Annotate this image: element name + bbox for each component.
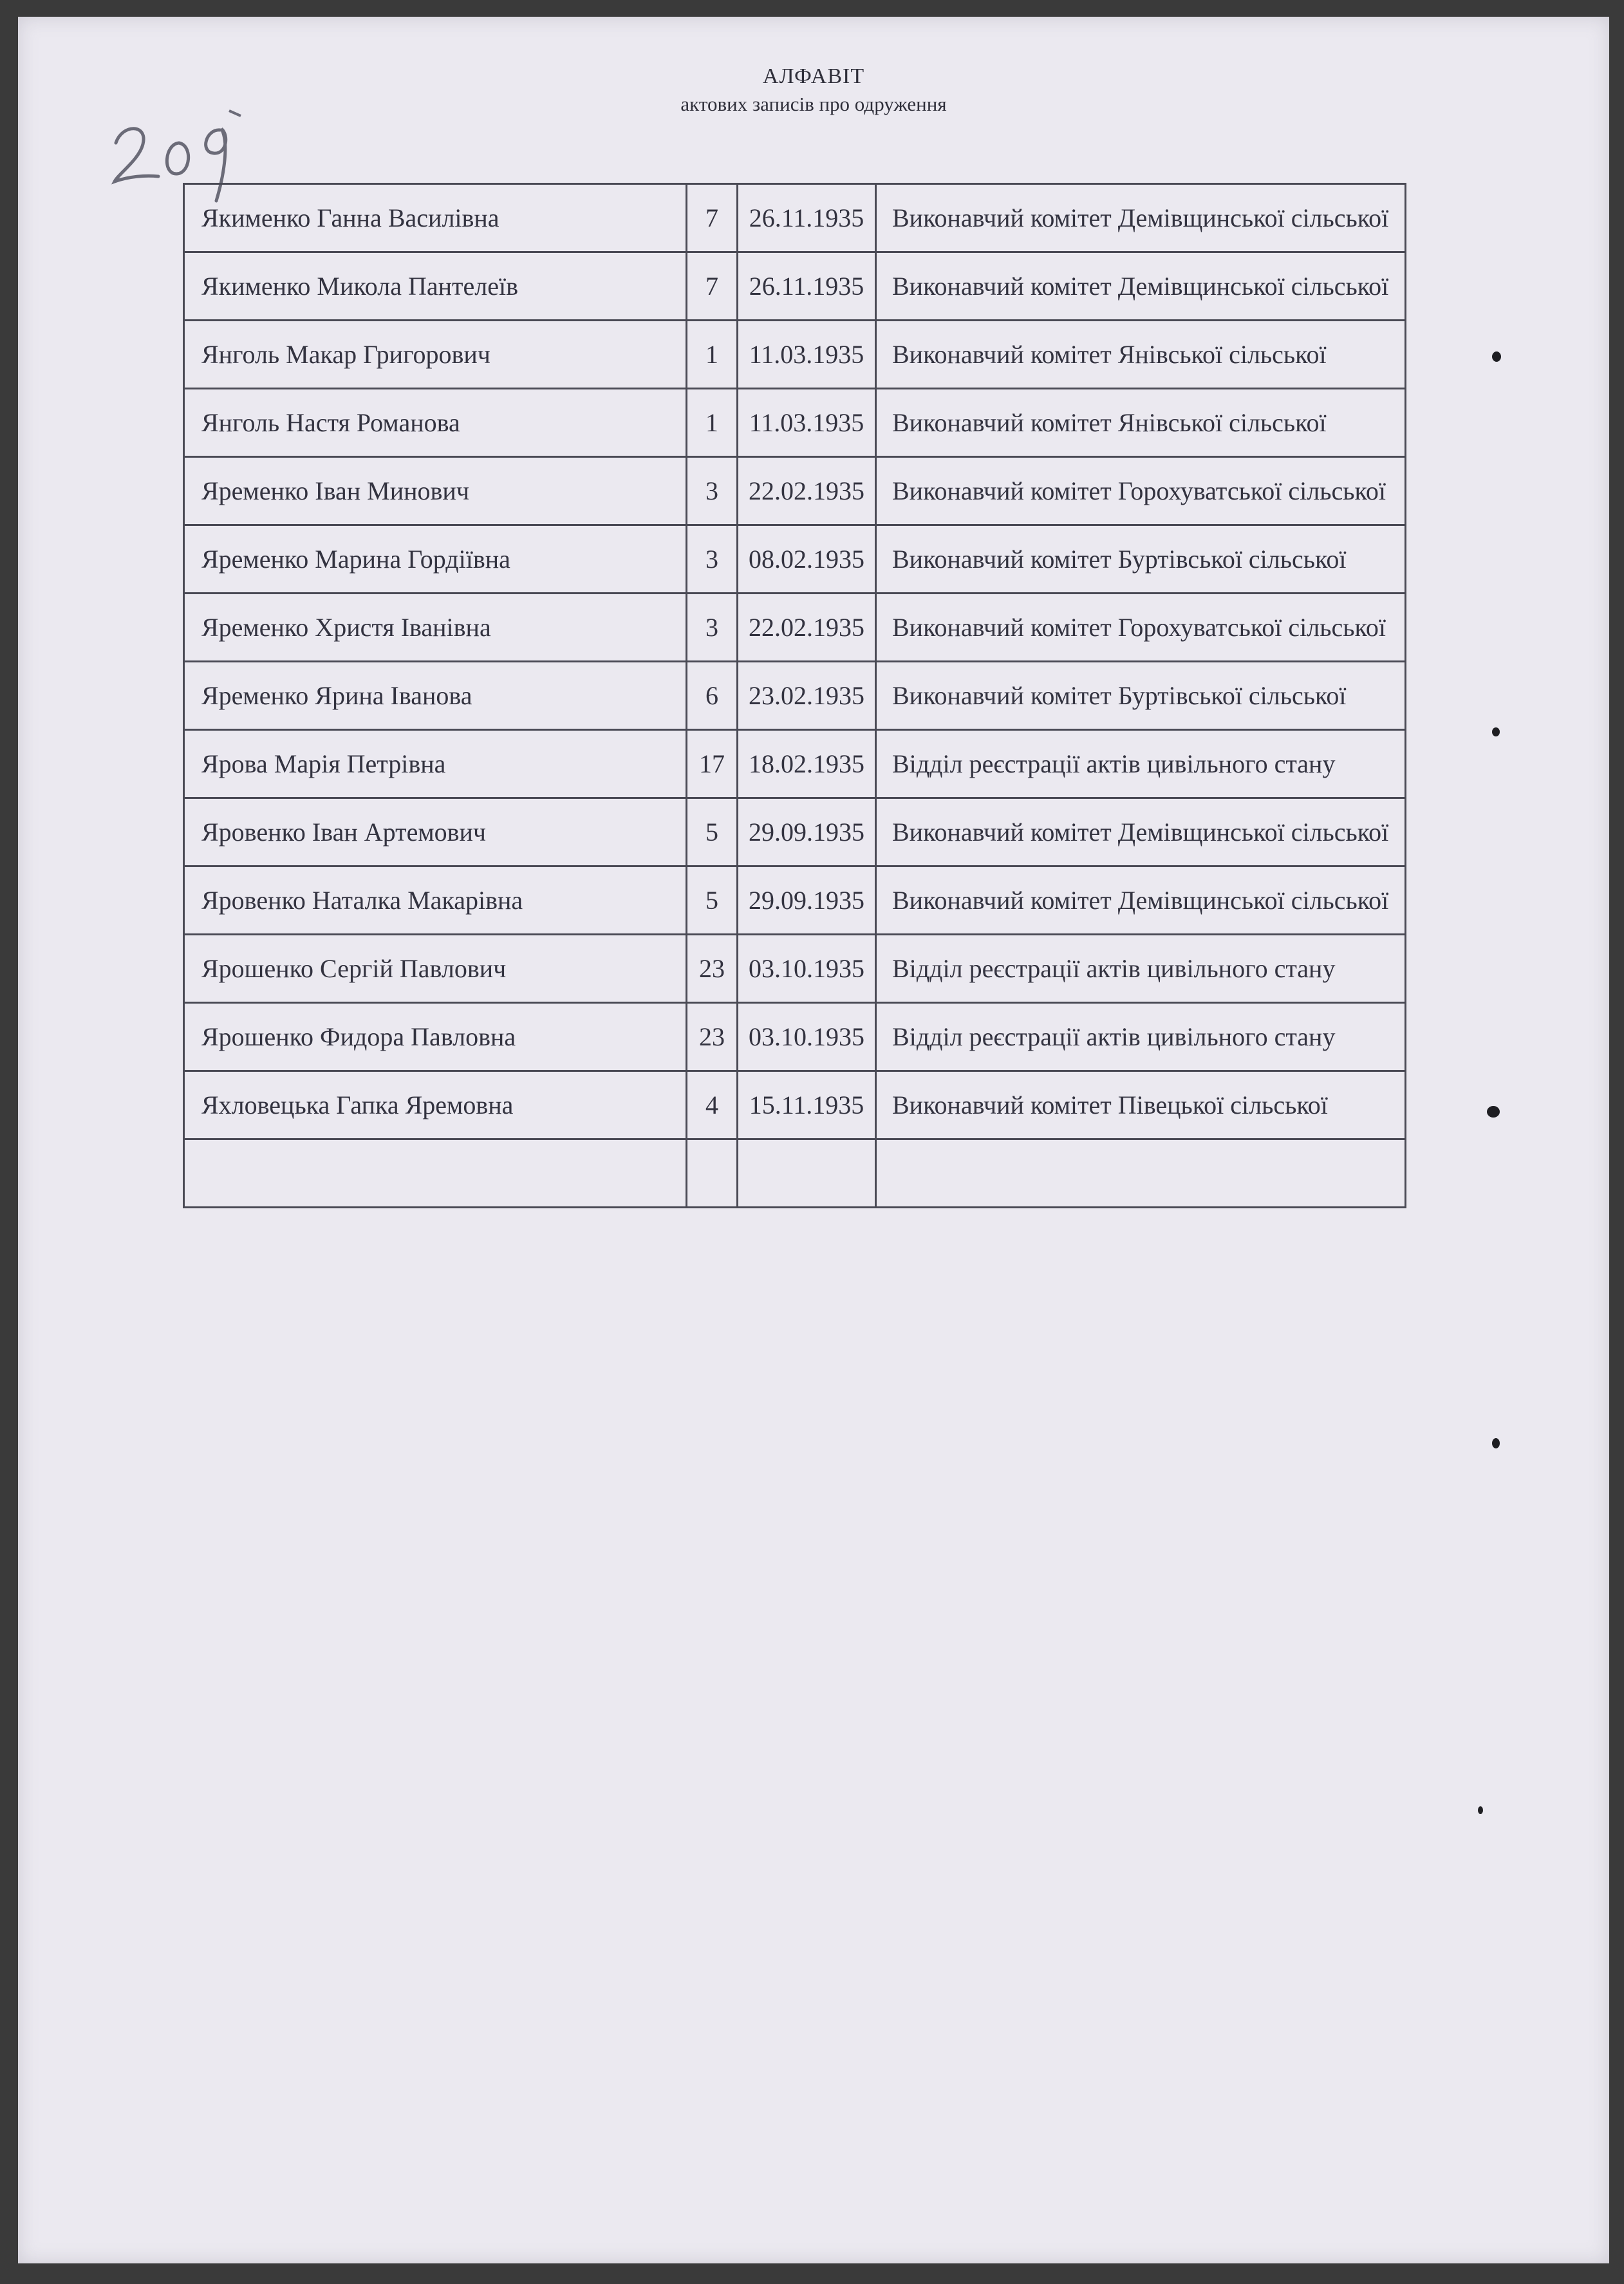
table-row [184,1003,1406,1071]
table-body [184,184,1406,1208]
table-row [184,184,1406,252]
office-cell: Виконавчий комітет Півецької сільської [876,1071,1406,1139]
record-number-cell: 4 [687,1071,738,1139]
record-number-cell: 3 [687,525,738,594]
name-cell: Ярошенко Сергій Павлович [184,935,687,1003]
table-row [184,730,1406,798]
table-row [184,935,1406,1003]
document-subtitle: актових записів про одруження [680,93,947,115]
table-row [184,866,1406,935]
record-number-cell: 5 [687,798,738,866]
office-cell: Виконавчий комітет Горохуватської сільської [876,594,1406,662]
office-cell: Виконавчий комітет Демівщинської сільської [876,252,1406,321]
record-number-cell: 1 [687,389,738,457]
record-number-cell: 6 [687,662,738,730]
record-number-cell: 1 [687,321,738,389]
table-row [184,252,1406,321]
empty-cell [184,1139,687,1208]
name-cell: Яременко Марина Гордіївна [184,525,687,594]
marriage-records-table [183,183,1406,1208]
name-cell: Яровенко Наталка Макарівна [184,866,687,935]
table-row [184,1071,1406,1139]
record-number-cell: 5 [687,866,738,935]
document-title: АЛФАВІТ [762,64,865,88]
office-cell: Виконавчий комітет Демівщинської сільської [876,184,1406,252]
office-cell: Виконавчий комітет Янівської сільської [876,389,1406,457]
name-cell: Ярова Марія Петрівна [184,730,687,798]
empty-cell [738,1139,876,1208]
record-number-cell: 7 [687,252,738,321]
name-cell: Яременко Іван Минович [184,457,687,525]
office-cell: Виконавчий комітет Демівщинської сільської [876,798,1406,866]
date-cell: 29.09.1935 [738,798,876,866]
record-number-cell: 23 [687,935,738,1003]
table-row [184,389,1406,457]
office-cell: Виконавчий комітет Буртівської сільської [876,525,1406,594]
date-cell: 22.02.1935 [738,594,876,662]
office-cell: Відділ реєстрації актів цивільного стану [876,730,1406,798]
document-page [18,17,1609,2263]
name-cell: Янголь Настя Романова [184,389,687,457]
name-cell: Яхловецька Гапка Яремовна [184,1071,687,1139]
date-cell: 26.11.1935 [738,184,876,252]
record-number-cell: 23 [687,1003,738,1071]
date-cell: 11.03.1935 [738,389,876,457]
date-cell: 08.02.1935 [738,525,876,594]
table-row [184,662,1406,730]
office-cell: Виконавчий комітет Горохуватської сільської [876,457,1406,525]
empty-cell [687,1139,738,1208]
name-cell: Ярошенко Фидора Павловна [184,1003,687,1071]
table-row [184,594,1406,662]
name-cell: Яровенко Іван Артемович [184,798,687,866]
office-cell: Відділ реєстрації актів цивільного стану [876,935,1406,1003]
name-cell: Якименко Микола Пантелеїв [184,252,687,321]
date-cell: 11.03.1935 [738,321,876,389]
date-cell: 29.09.1935 [738,866,876,935]
name-cell: Якименко Ганна Василівна [184,184,687,252]
table-row [184,525,1406,594]
record-number-cell: 7 [687,184,738,252]
name-cell: Яременко Ярина Іванова [184,662,687,730]
paper-speck [1487,1106,1500,1118]
date-cell: 03.10.1935 [738,935,876,1003]
date-cell: 26.11.1935 [738,252,876,321]
paper-speck [1478,1806,1483,1814]
paper-speck [1492,351,1501,362]
date-cell: 22.02.1935 [738,457,876,525]
table-row [184,798,1406,866]
record-number-cell: 3 [687,457,738,525]
table-row [184,321,1406,389]
paper-speck [1492,1438,1500,1448]
empty-cell [876,1139,1406,1208]
office-cell: Виконавчий комітет Янівської сільської [876,321,1406,389]
date-cell: 03.10.1935 [738,1003,876,1071]
record-number-cell: 3 [687,594,738,662]
date-cell: 18.02.1935 [738,730,876,798]
name-cell: Яременко Христя Іванівна [184,594,687,662]
empty-table-row [184,1139,1406,1208]
office-cell: Відділ реєстрації актів цивільного стану [876,1003,1406,1071]
office-cell: Виконавчий комітет Демівщинської сільської [876,866,1406,935]
name-cell: Янголь Макар Григорович [184,321,687,389]
office-cell: Виконавчий комітет Буртівської сільської [876,662,1406,730]
table-row [184,457,1406,525]
paper-speck [1492,727,1500,736]
date-cell: 15.11.1935 [738,1071,876,1139]
date-cell: 23.02.1935 [738,662,876,730]
record-number-cell: 17 [687,730,738,798]
